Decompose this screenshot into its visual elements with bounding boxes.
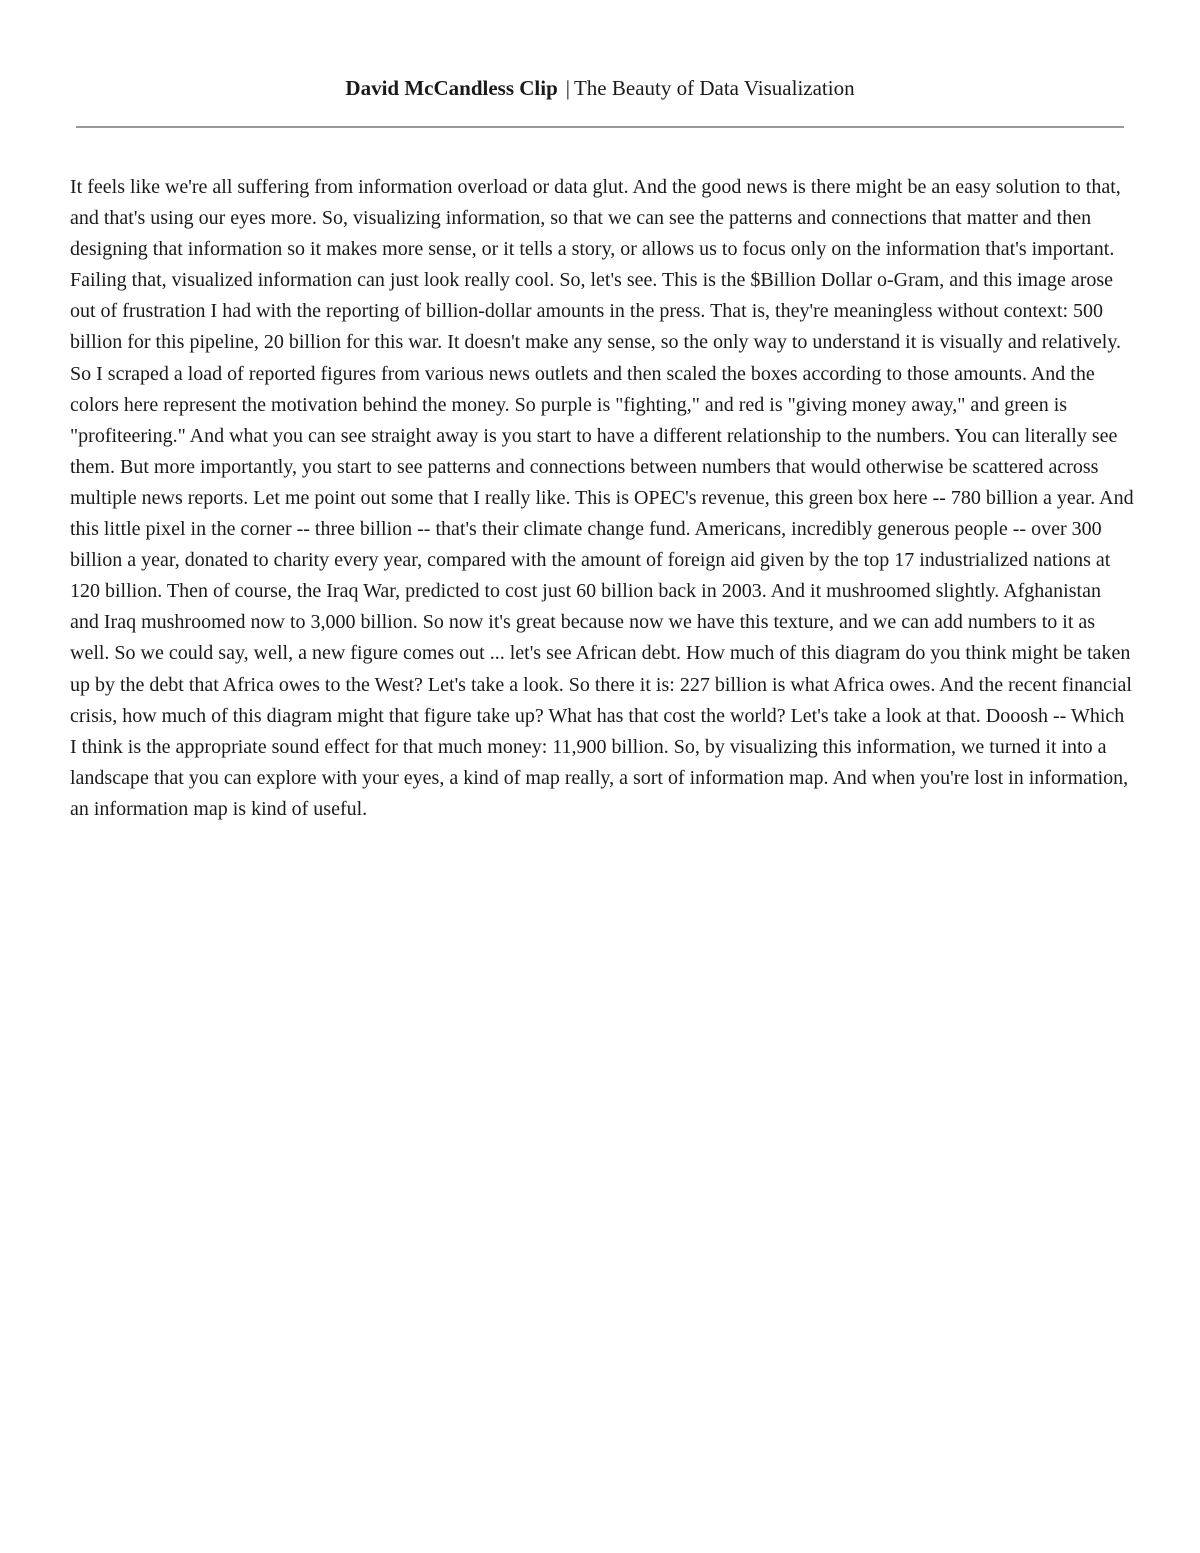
header-divider	[76, 126, 1124, 128]
document-title: David McCandless Clip	[345, 76, 558, 100]
title-separator: |	[565, 76, 570, 100]
document-header	[0, 72, 1200, 104]
document-subtitle: The Beauty of Data Visualization	[573, 76, 855, 100]
transcript-paragraph: It feels like we're all suffering from information overload or data glut. And the good news is there might be an easy solution to that, and that's using our eyes more. So, visualizing information, so that we can see the patterns and connections that matter and then designing that information so it makes more sense, or it tells a story, or allows us to focus only on the information that's important. Failing that, visualized information can just look really cool. So, let's see. This is the $Billion Dollar o-Gram, and this image arose out of frustration I had with the reporting of billion-dollar amounts in the press. That is, they're meaningless without context: 500 billion for this pipeline, 20 billion for this war. It doesn't make any sense, so the only way to understand it is visually and relatively. So I scraped a load of reported figures from various news outlets and then scaled the boxes according to those amounts. And the colors here represent the motivation behind the money. So purple is "fighting," and red is "giving money away," and green is "profiteering." And what you can see straight away is you start to have a different relationship to the numbers. You can literally see them. But more importantly, you start to see patterns and connections between numbers that would otherwise be scattered across multiple news reports. Let me point out some that I really like. This is OPEC's revenue, this green box here -- 780 billion a year. And this little pixel in the corner -- three billion -- that's their climate change fund. Americans, incredibly generous people -- over 300 billion a year, donated to charity every year, compared with the amount of foreign aid given by the top 17 industrialized nations at 120 billion. Then of course, the Iraq War, predicted to cost just 60 billion back in 2003. And it mushroomed slightly. Afghanistan and Iraq mushroomed now to 3,000 billion. So now it's great because now we have this texture, and we can add numbers to it as well. So we could say, well, a new figure comes out ... let's see African debt. How much of this diagram do you think might be taken up by the debt that Africa owes to the West? Let's take a look. So there it is: 227 billion is what Africa owes. And the recent financial crisis, how much of this diagram might that figure take up? What has that cost the world? Let's take a look at that. Dooosh -- Which I think is the appropriate sound effect for that much money: 11,900 billion. So, by visualizing this information, we turned it into a landscape that you can explore with your eyes, a kind of map really, a sort of information map. And when you're lost in information, an information map is kind of useful.	[70, 176, 1134, 820]
